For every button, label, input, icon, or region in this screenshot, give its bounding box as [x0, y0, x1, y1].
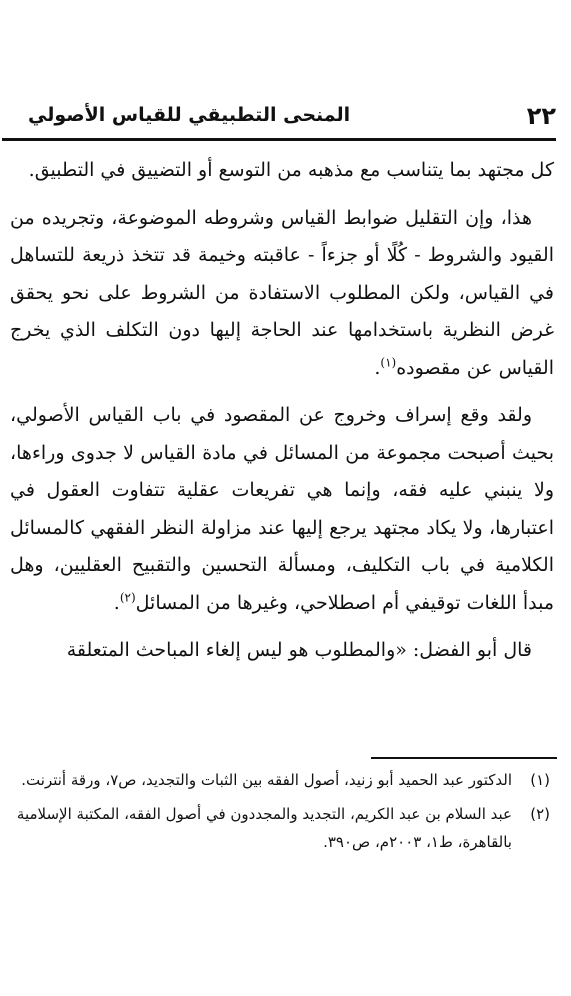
paragraph-2	[10, 200, 554, 388]
paragraph-3	[10, 397, 554, 622]
paragraph-4: قال أبو الفضل: «والمطلوب هو ليس إلغاء المباحث المتعلقة	[66, 639, 532, 661]
page-number: ٢٢	[526, 102, 556, 130]
footnote-ref-1: (١)	[380, 355, 397, 370]
footnote-number: (٢)	[530, 805, 550, 823]
footnote-1	[16, 766, 550, 794]
paragraph-1: كل مجتهد بما يتناسب مع مذهبه من التوسع أو التضييق في التطبيق.	[28, 159, 554, 181]
page-header	[28, 98, 556, 138]
paragraph-3-text: ولقد وقع إسراف وخروج عن المقصود في باب القياس الأصولي، بحيث أصبحت مجموعة من المسائل في مادة القياس لا جدوى وراءها، ولا ينبني عليه فقه، وإنما هي تفريعات عقلية تتفاوت العقول في اعتبارها، ولا يكاد مجتهد يرجع إليها عند مزاولة النظر الفقهي كالمسائل الكلامية في باب التكليف، ومسألة التحسين والتقبيح العقليين، وهل مبدأ اللغات توقيفي أم اصطلاحي، وغيرها من المسائل	[10, 404, 554, 614]
paragraph-2-text: هذا، وإن التقليل ضوابط القياس وشروطه الموضوعة، وتجريده من القيود والشروط - كُلًا أو جزءاً - عاقبته وخيمة قد تتخذ ذريعة للتساهل في القياس، ولكن المطلوب الاستفادة من الشروط على نحو يحقق غرض النظرية باستخدامها عند الحاجة إليها دون التكلف الذي يخرج القياس عن مقصوده	[10, 206, 554, 379]
paragraph-3-end: .	[113, 591, 120, 614]
footnote-text: الدكتور عبد الحميد أبو زنيد، أصول الفقه بين الثبات والتجديد، ص٧، ورقة أنترنت.	[21, 771, 512, 789]
header-rule	[2, 138, 556, 141]
footnotes	[16, 766, 550, 862]
footnote-2	[16, 800, 550, 856]
body-text	[10, 152, 554, 680]
running-title: المنحى التطبيقي للقياس الأصولي	[28, 104, 351, 126]
footnote-separator	[371, 757, 557, 759]
paragraph-2-end: .	[374, 356, 381, 379]
footnote-text: عبد السلام بن عبد الكريم، التجديد والمجددون في أصول الفقه، المكتبة الإسلامية بالقاهرة، ط١، ٢٠٠٣م، ص٣٩٠.	[16, 805, 512, 851]
footnote-number: (١)	[530, 771, 550, 789]
footnote-ref-2: (٢)	[119, 590, 136, 605]
